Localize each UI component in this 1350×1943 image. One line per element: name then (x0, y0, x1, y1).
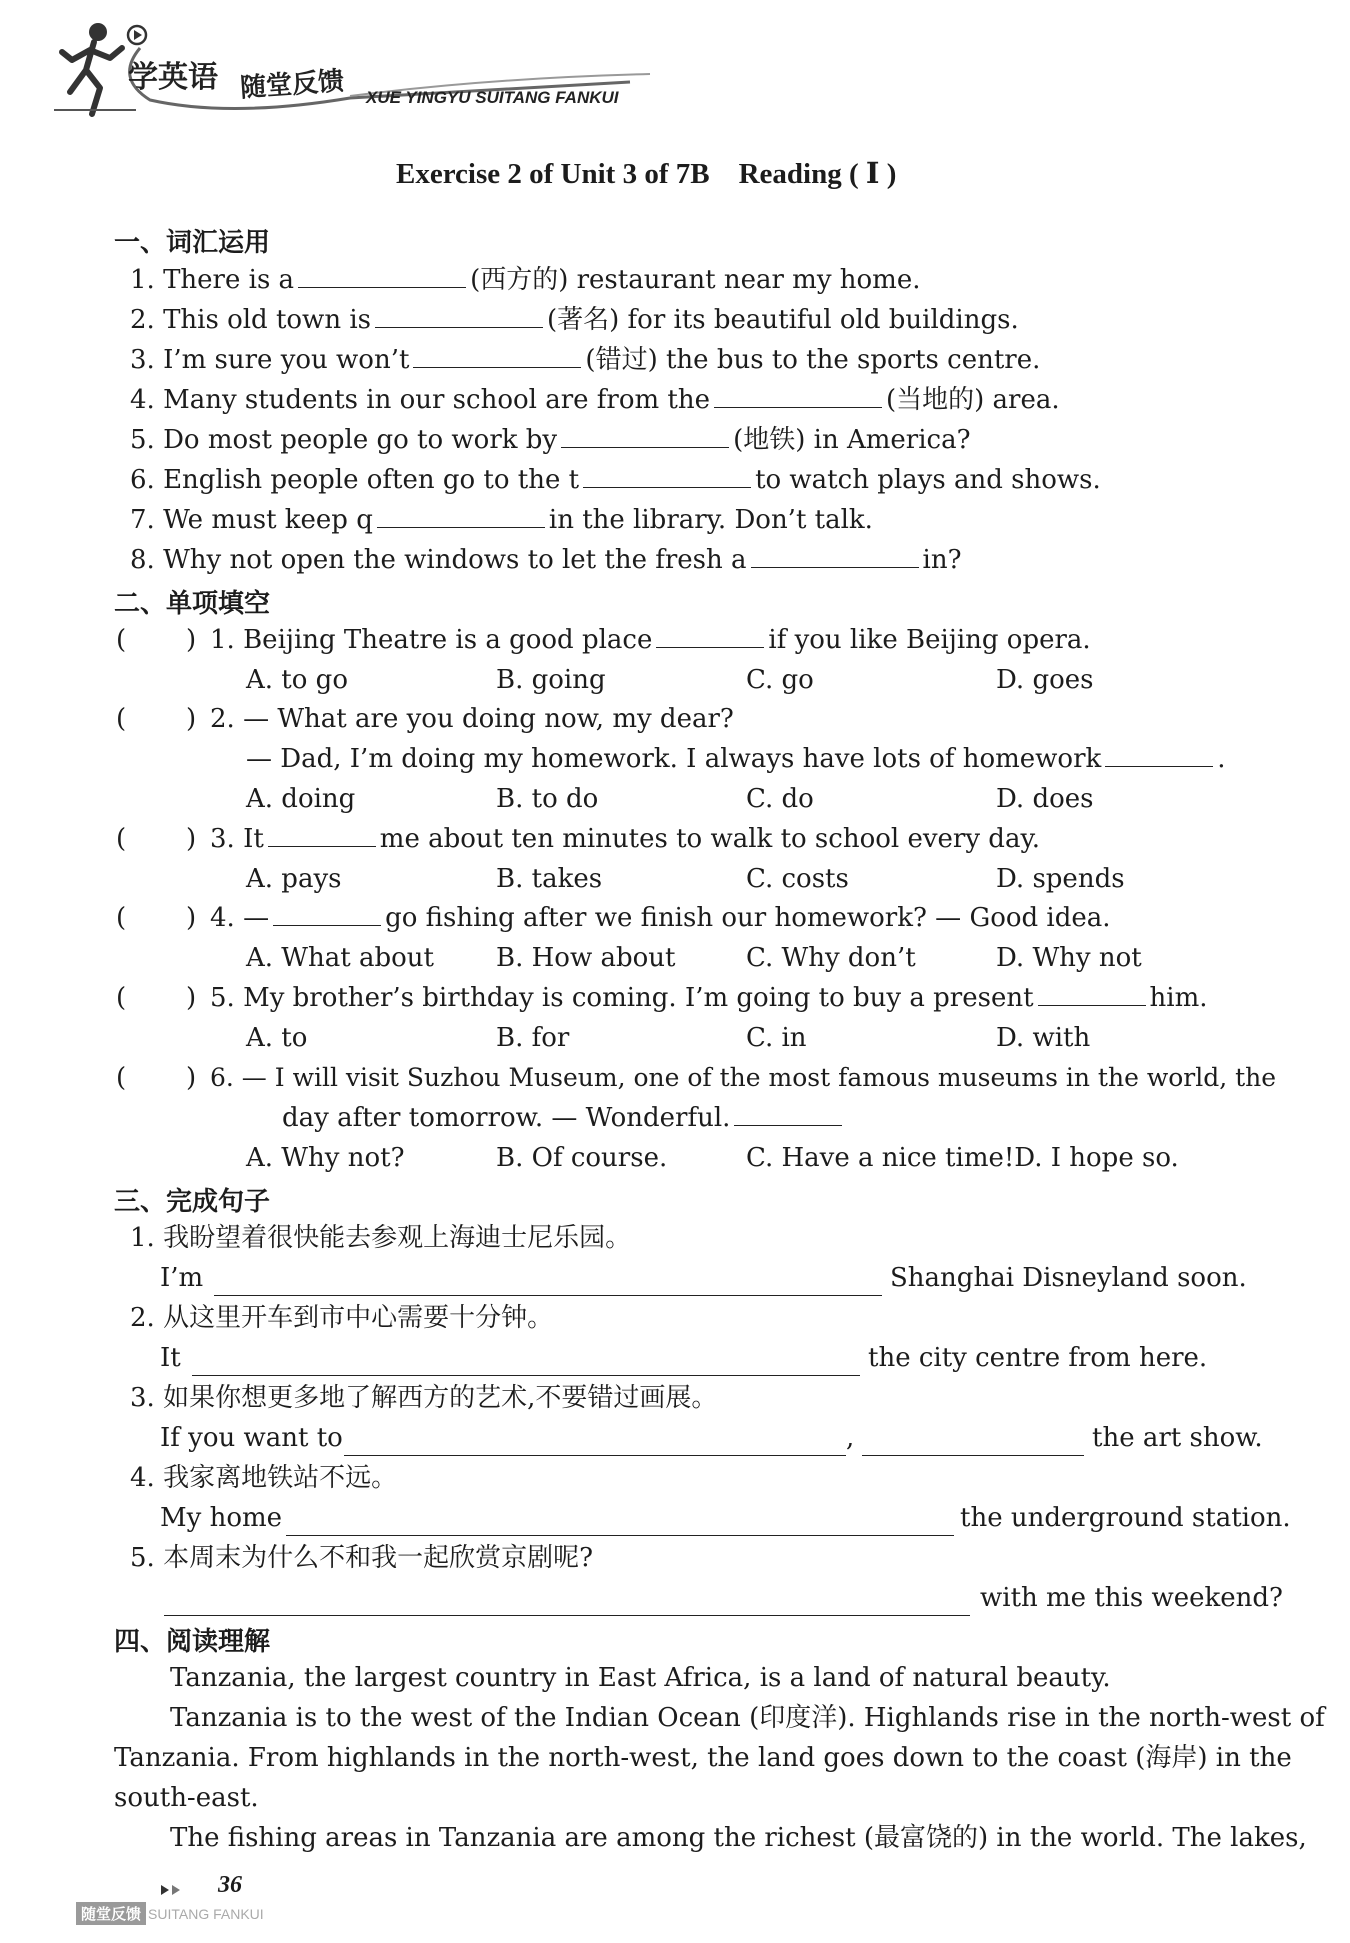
vocab-text: 3. I’m sure you won’t (130, 345, 410, 375)
answer-paren-open: ( (116, 704, 127, 734)
option-b[interactable]: B. takes (496, 864, 603, 894)
question-text: if you like Beijing opera. (768, 625, 1091, 655)
arrow-icon (160, 1884, 186, 1896)
logo-title-cn: 学英语 (128, 60, 218, 95)
vocab-text: (著名) for its beautiful old buildings. (546, 305, 1019, 335)
header-logo (50, 18, 670, 123)
option-c[interactable]: C. go (746, 665, 814, 695)
answer-paren-close[interactable]: ) (186, 704, 197, 734)
question-line (282, 1101, 846, 1135)
answer-paren-open: ( (116, 625, 127, 655)
option-b[interactable]: B. How about (496, 943, 676, 973)
option-a[interactable]: A. to go (246, 665, 348, 695)
question-text: . (1217, 744, 1226, 774)
logo-subtitle-en: XUE YINGYU SUITANG FANKUI (366, 88, 619, 107)
question-line (246, 742, 1226, 776)
vocab-text: 7. We must keep q (130, 505, 373, 535)
vocab-text: (错过) the bus to the sports centre. (585, 345, 1041, 375)
mc-question (210, 623, 1091, 657)
vocab-item (130, 423, 971, 457)
vocab-text: in? (922, 545, 962, 575)
option-b[interactable]: B. for (496, 1023, 570, 1053)
mc-question (210, 981, 1208, 1015)
sentence-end: Shanghai Disneyland soon. (890, 1263, 1247, 1293)
sentence-end: the underground station. (960, 1503, 1291, 1533)
answer-blank[interactable] (751, 545, 919, 568)
answer-blank[interactable] (214, 1273, 882, 1296)
option-c[interactable]: C. Have a nice time!D. I hope so. (746, 1143, 1179, 1173)
answer-blank[interactable] (714, 385, 882, 408)
answer-blank[interactable] (656, 625, 764, 648)
vocab-item (130, 463, 1101, 497)
option-d[interactable]: D. spends (996, 864, 1125, 894)
sentence-prompt-cn: 1. 我盼望着很快能去参观上海迪士尼乐园。 (130, 1223, 632, 1253)
answer-paren-close[interactable]: ) (186, 1063, 197, 1093)
answer-blank[interactable] (734, 1103, 842, 1126)
vocab-text: 4. Many students in our school are from the (130, 385, 710, 415)
vocab-item (130, 343, 1040, 377)
sentence-start: It (160, 1343, 181, 1373)
section-heading-multiple-choice: 二、单项填空 (114, 589, 271, 619)
section-heading-reading: 四、阅读理解 (114, 1627, 271, 1657)
question-text: 2. — What are you doing now, my dear? (210, 704, 734, 734)
section-heading-complete-sentences: 三、完成句子 (114, 1187, 271, 1217)
answer-blank[interactable] (862, 1433, 1084, 1456)
answer-paren-open: ( (116, 824, 127, 854)
answer-paren-close[interactable]: ) (186, 824, 197, 854)
answer-paren-close[interactable]: ) (186, 903, 197, 933)
option-d[interactable]: D. does (996, 784, 1094, 814)
footer-logo-en: SUITANG FANKUI (148, 1906, 264, 1922)
vocab-text: 1. There is a (130, 265, 295, 295)
option-b[interactable]: B. Of course. (496, 1143, 668, 1173)
answer-paren-open: ( (116, 1063, 127, 1093)
sentence-prompt-cn: 5. 本周末为什么不和我一起欣赏京剧呢? (130, 1543, 594, 1573)
vocab-text: (西方的) restaurant near my home. (470, 265, 921, 295)
vocab-text: 2. This old town is (130, 305, 371, 335)
vocab-item (130, 303, 1019, 337)
sentence-end: the city centre from here. (868, 1343, 1208, 1373)
vocab-item (130, 503, 873, 537)
option-a[interactable]: A. to (246, 1023, 308, 1053)
footer-logo (76, 1902, 264, 1924)
option-b[interactable]: B. going (496, 665, 606, 695)
answer-blank[interactable] (1038, 983, 1146, 1006)
reading-paragraph: Tanzania, the largest country in East Africa, is a land of natural beauty. (170, 1663, 1111, 1693)
vocab-item (130, 263, 921, 297)
answer-blank[interactable] (273, 903, 381, 926)
vocab-item (130, 543, 962, 577)
sentence-prompt-cn: 3. 如果你想更多地了解西方的艺术,不要错过画展。 (130, 1383, 718, 1413)
mc-question (210, 822, 1040, 856)
answer-blank[interactable] (268, 824, 376, 847)
option-d[interactable]: D. goes (996, 665, 1094, 695)
answer-blank[interactable] (413, 345, 581, 368)
answer-paren-close[interactable]: ) (186, 625, 197, 655)
option-c[interactable]: C. costs (746, 864, 849, 894)
answer-blank[interactable] (1105, 744, 1213, 767)
answer-blank[interactable] (375, 305, 543, 328)
footer-logo-cn: 随堂反馈 (76, 1902, 146, 1925)
reading-paragraph-line: The fishing areas in Tanzania are among the richest (最富饶的) in the world. The lakes, (170, 1823, 1307, 1853)
answer-paren-open: ( (116, 903, 127, 933)
page-number: 36 (218, 1872, 242, 1898)
page-title: Exercise 2 of Unit 3 of 7B Reading ( Ⅰ ) (396, 158, 897, 190)
answer-blank[interactable] (561, 425, 729, 448)
sentence-comma: , (846, 1423, 855, 1453)
option-c[interactable]: C. Why don’t (746, 943, 916, 973)
question-text: — Dad, I’m doing my homework. I always have lots of homework (246, 744, 1102, 774)
vocab-text: 8. Why not open the windows to let the fresh a (130, 545, 747, 575)
question-text: day after tomorrow. — Wonderful. (282, 1103, 731, 1133)
vocab-text: to watch plays and shows. (755, 465, 1101, 495)
answer-blank[interactable] (164, 1593, 970, 1616)
question-text: 5. My brother’s birthday is coming. I’m going to buy a present (210, 983, 1034, 1013)
vocab-text: (当地的) area. (886, 385, 1060, 415)
reading-paragraph-line: Tanzania. From highlands in the north-west, the land goes down to the coast (海岸) in the (114, 1743, 1292, 1773)
option-c[interactable]: C. do (746, 784, 814, 814)
vocab-text: in the library. Don’t talk. (548, 505, 873, 535)
option-b[interactable]: B. to do (496, 784, 599, 814)
answer-blank[interactable] (286, 1513, 954, 1536)
section-heading-vocabulary: 一、词汇运用 (114, 228, 271, 258)
sentence-start: My home (160, 1503, 283, 1533)
answer-blank[interactable] (344, 1433, 846, 1456)
option-d[interactable]: D. Why not (996, 943, 1142, 973)
answer-blank[interactable] (583, 465, 751, 488)
option-a[interactable]: A. What about (246, 943, 434, 973)
answer-paren-open: ( (116, 983, 127, 1013)
question-text: 6. — I will visit Suzhou Museum, one of the most famous museums in the world, the (210, 1063, 1277, 1092)
sentence-start: If you want to (160, 1423, 343, 1453)
question-text: 1. Beijing Theatre is a good place (210, 625, 653, 655)
option-d[interactable]: D. with (996, 1023, 1091, 1053)
vocab-text: 5. Do most people go to work by (130, 425, 558, 455)
question-text: go fishing after we finish our homework? — Good idea. (385, 903, 1111, 933)
sentence-end: with me this weekend? (980, 1583, 1283, 1613)
option-a[interactable]: A. Why not? (246, 1143, 405, 1173)
vocab-item (130, 383, 1060, 417)
reading-paragraph-line: Tanzania is to the west of the Indian Ocean (印度洋). Highlands rise in the north-west of (170, 1703, 1325, 1733)
sentence-start: I’m (160, 1263, 204, 1293)
question-text: 4. — (210, 903, 270, 933)
question-text: him. (1149, 983, 1208, 1013)
option-c[interactable]: C. in (746, 1023, 807, 1053)
answer-blank[interactable] (192, 1353, 860, 1376)
question-text: me about ten minutes to walk to school every day. (379, 824, 1040, 854)
option-a[interactable]: A. doing (246, 784, 356, 814)
vocab-text: 6. English people often go to the t (130, 465, 580, 495)
question-text: 3. It (210, 824, 264, 854)
answer-blank[interactable] (377, 505, 545, 528)
vocab-text: (地铁) in America? (733, 425, 971, 455)
answer-blank[interactable] (298, 265, 466, 288)
sentence-prompt-cn: 2. 从这里开车到市中心需要十分钟。 (130, 1303, 554, 1333)
mc-question (210, 901, 1111, 935)
reading-paragraph-line: south-east. (114, 1783, 259, 1813)
sentence-end: the art show. (1092, 1423, 1263, 1453)
option-a[interactable]: A. pays (246, 864, 342, 894)
sentence-prompt-cn: 4. 我家离地铁站不远。 (130, 1463, 398, 1493)
answer-paren-close[interactable]: ) (186, 983, 197, 1013)
logo-subtitle-cn: 随堂反馈 (239, 66, 346, 104)
